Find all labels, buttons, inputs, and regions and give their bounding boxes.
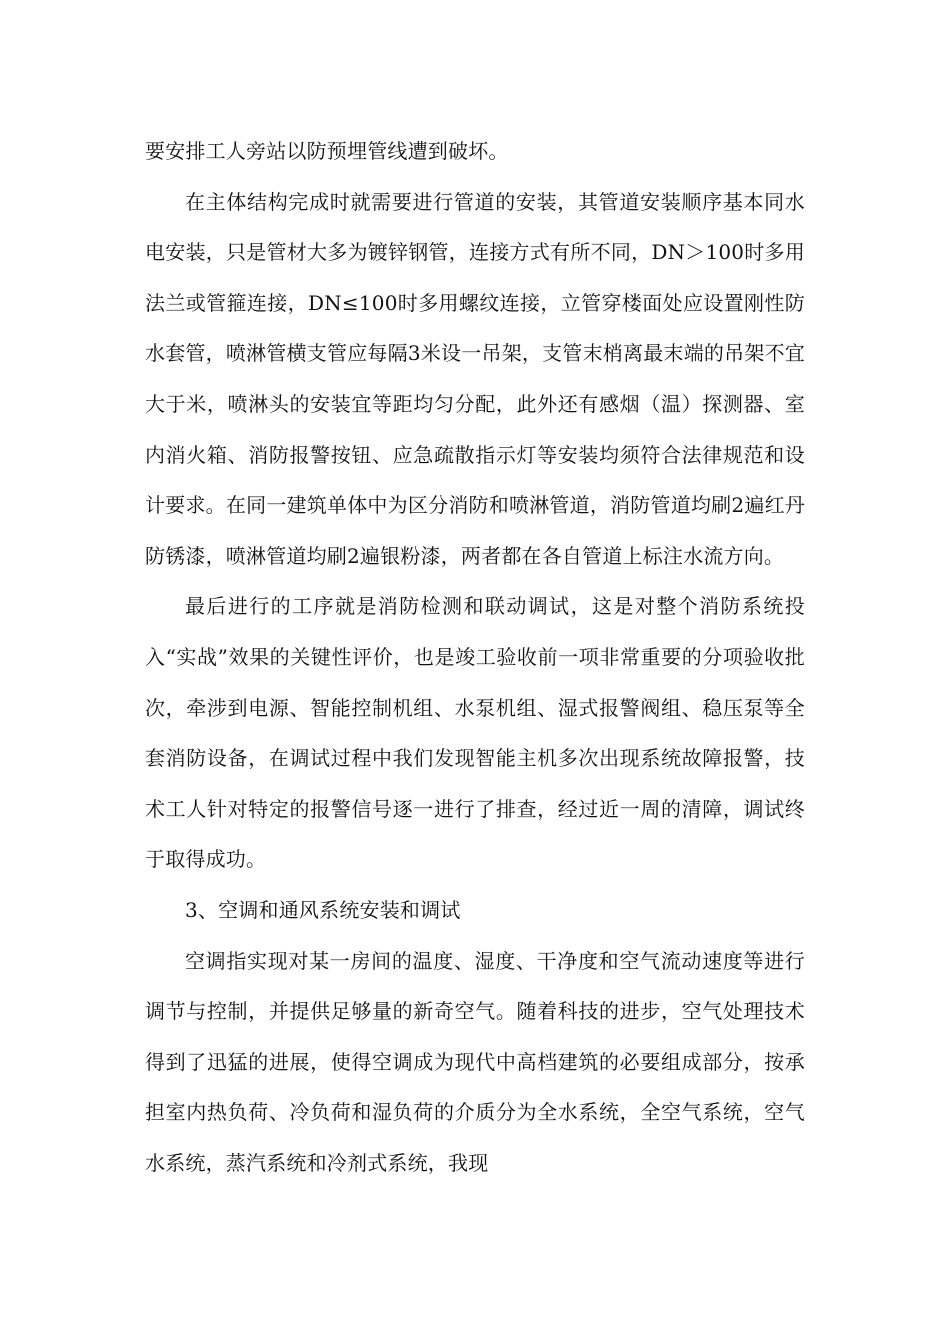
paragraph-1: 要安排工人旁站以防预埋管线遭到破坏。 [145, 139, 509, 163]
document-body [145, 126, 805, 1188]
paragraph-5: 空调指实现对某一房间的温度、湿度、干净度和空气流动速度等进行调节与控制，并提供足够量的新奇空气。随着科技的进步，空气处理技术得到了迅猛的进展，使得空调成为现代中高档建筑的必要组成部分，按承担室内热负荷、冷负荷和湿负荷的介质分为全水系统，全空气系统，空气水系统，蒸汽系统和冷剂式系统，我现 [145, 948, 805, 1175]
paragraph-2: 在主体结构完成时就需要进行管道的安装，其管道安装顺序基本同水电安装，只是管材大多为镀锌钢管，连接方式有所不同，DN＞100时多用法兰或管箍连接，DN≤100时多用螺纹连接，立管穿楼面处应设置刚性防水套管，喷淋管横支管应每隔3米设一吊架，支管末梢离最末端的吊架不宜大于米，喷淋头的安装宜等距均匀分配，此外还有感烟（温）探测器、室内消火箱、消防报警按钮、应急疏散指示灯等安装均须符合法律规范和设计要求。在同一建筑单体中为区分消防和喷淋管道，消防管道均刷2遍红丹防锈漆，喷淋管道均刷2遍银粉漆，两者都在各自管道上标注水流方向。 [145, 189, 805, 568]
section-heading: 3、空调和通风系统安装和调试 [185, 897, 461, 922]
paragraph-3: 最后进行的工序就是消防检测和联动调试，这是对整个消防系统投入“实战”效果的关键性评价，也是竣工验收前一项非常重要的分项验收批次，牵涉到电源、智能控制机组、水泵机组、湿式报警阀组、稳压泵等全套消防设备，在调试过程中我们发现智能主机多次出现系统故障报警，技术工人针对特定的报警信号逐一进行了排查，经过近一周的清障，调试终于取得成功。 [145, 594, 805, 872]
